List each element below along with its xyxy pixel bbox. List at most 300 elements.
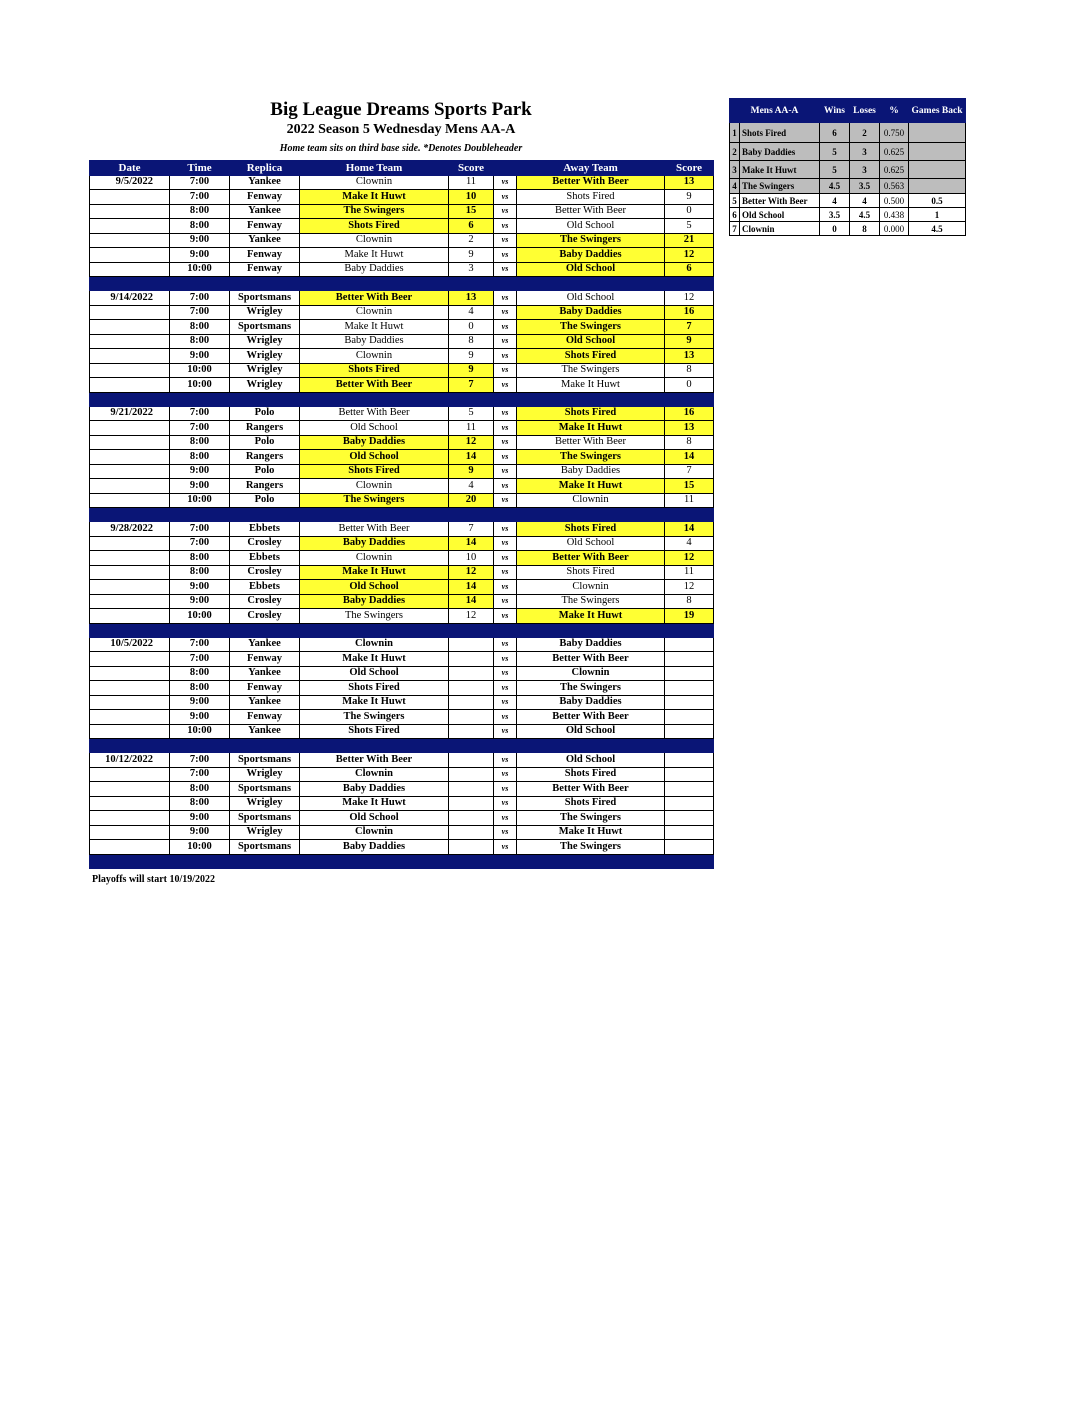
home-team: Baby Daddies [300,262,449,277]
home-team: The Swingers [300,609,449,624]
vs-label: vs [494,305,517,320]
standings-team: Shots Fired [740,123,820,143]
game-date [90,320,170,335]
game-time: 7:00 [170,652,230,667]
game-date [90,652,170,667]
away-score [665,840,714,855]
vs-label: vs [494,349,517,364]
week-separator [90,392,714,406]
away-team: Baby Daddies [517,305,665,320]
vs-label: vs [494,609,517,624]
separator-cell [517,623,665,637]
week-separator [90,277,714,291]
game-replica-field: Yankee [230,695,300,710]
separator-cell [170,508,230,522]
home-score [449,840,494,855]
separator-cell [494,739,517,753]
vs-label: vs [494,811,517,826]
standings-wins: 4 [820,194,850,208]
away-score: 9 [665,334,714,349]
game-row [90,681,714,696]
game-time: 9:00 [170,248,230,263]
away-team: Make It Huwt [517,479,665,494]
game-replica-field: Wrigley [230,378,300,393]
game-date [90,594,170,609]
separator-cell [170,623,230,637]
game-row [90,710,714,725]
away-score [665,753,714,768]
game-time: 9:00 [170,233,230,248]
separator-cell [170,854,230,868]
game-date [90,421,170,436]
game-time: 8:00 [170,782,230,797]
vs-label: vs [494,753,517,768]
away-team: The Swingers [517,594,665,609]
standings-col-games-back: Games Back [909,99,966,123]
separator-cell [517,508,665,522]
standings-row [730,208,966,222]
home-score [449,782,494,797]
game-replica-field: Wrigley [230,796,300,811]
page-subtitle: 2022 Season 5 Wednesday Mens AA-A [286,122,516,137]
game-date [90,334,170,349]
away-team: Shots Fired [517,767,665,782]
away-score: 16 [665,305,714,320]
vs-label: vs [494,204,517,219]
home-score: 7 [449,378,494,393]
away-score: 14 [665,450,714,465]
home-score [449,681,494,696]
home-team: Clownin [300,305,449,320]
standings-pct: 0.500 [880,194,909,208]
separator-cell [90,854,170,868]
vs-label: vs [494,666,517,681]
game-date [90,796,170,811]
separator-cell [449,277,494,291]
standings-rank: 2 [730,143,740,161]
home-score: 9 [449,363,494,378]
standings-pct: 0.750 [880,123,909,143]
week-separator [90,739,714,753]
standings-games-back: 1 [909,208,966,222]
game-time: 9:00 [170,349,230,364]
game-row [90,305,714,320]
home-score: 13 [449,291,494,306]
home-team: Baby Daddies [300,435,449,450]
game-row [90,840,714,855]
game-time: 8:00 [170,565,230,580]
home-score: 20 [449,493,494,508]
game-time: 7:00 [170,536,230,551]
standings-loses: 4 [850,194,880,208]
game-time: 10:00 [170,840,230,855]
separator-cell [300,277,449,291]
game-row [90,637,714,652]
game-date [90,840,170,855]
game-date [90,204,170,219]
game-row [90,652,714,667]
game-date [90,219,170,234]
separator-cell [170,739,230,753]
vs-label: vs [494,334,517,349]
standings-rank: 4 [730,179,740,194]
home-team: Make It Huwt [300,320,449,335]
game-time: 9:00 [170,695,230,710]
game-time: 8:00 [170,796,230,811]
game-time: 8:00 [170,435,230,450]
separator-cell [665,277,714,291]
away-score: 4 [665,536,714,551]
game-replica-field: Yankee [230,175,300,190]
away-team: Shots Fired [517,796,665,811]
standings-wins: 5 [820,143,850,161]
home-score: 9 [449,349,494,364]
separator-cell [449,623,494,637]
game-replica-field: Sportsmans [230,840,300,855]
standings-team: Clownin [740,222,820,236]
separator-cell [300,392,449,406]
home-team: Old School [300,580,449,595]
game-date [90,536,170,551]
game-date [90,363,170,378]
game-date [90,609,170,624]
game-row [90,536,714,551]
game-row [90,594,714,609]
game-replica-field: Wrigley [230,349,300,364]
away-score: 0 [665,204,714,219]
game-time: 8:00 [170,450,230,465]
standings-team: Baby Daddies [740,143,820,161]
vs-label: vs [494,782,517,797]
standings-wins: 6 [820,123,850,143]
standings-col-pct: % [880,99,909,123]
game-time: 10:00 [170,363,230,378]
game-row [90,219,714,234]
col-vs [494,161,517,176]
away-score [665,811,714,826]
game-row [90,479,714,494]
separator-cell [494,623,517,637]
home-team: Baby Daddies [300,840,449,855]
away-team: Old School [517,536,665,551]
game-date [90,811,170,826]
game-row [90,406,714,421]
game-time: 8:00 [170,666,230,681]
game-replica-field: Fenway [230,710,300,725]
game-time: 7:00 [170,637,230,652]
standings-games-back [909,143,966,161]
vs-label: vs [494,320,517,335]
game-replica-field: Wrigley [230,305,300,320]
game-time: 10:00 [170,609,230,624]
game-replica-field: Wrigley [230,334,300,349]
home-team: Make It Huwt [300,652,449,667]
standings-rank: 5 [730,194,740,208]
home-team: The Swingers [300,204,449,219]
game-time: 8:00 [170,334,230,349]
separator-cell [230,854,300,868]
standings-col-loses: Loses [850,99,880,123]
away-team: Better With Beer [517,782,665,797]
away-team: The Swingers [517,450,665,465]
standings-pct: 0.625 [880,143,909,161]
home-score [449,811,494,826]
game-time: 9:00 [170,580,230,595]
away-score: 14 [665,522,714,537]
standings-rank: 3 [730,161,740,179]
game-time: 9:00 [170,710,230,725]
away-score [665,681,714,696]
game-time: 10:00 [170,262,230,277]
week-separator [90,623,714,637]
vs-label: vs [494,190,517,205]
home-score [449,695,494,710]
game-date: 9/28/2022 [90,522,170,537]
separator-cell [517,277,665,291]
separator-cell [517,854,665,868]
game-replica-field: Sportsmans [230,782,300,797]
game-replica-field: Fenway [230,262,300,277]
away-team: Clownin [517,580,665,595]
standings-games-back [909,179,966,194]
game-date [90,378,170,393]
game-replica-field: Fenway [230,681,300,696]
game-time: 10:00 [170,378,230,393]
game-row [90,175,714,190]
separator-cell [230,623,300,637]
game-date: 9/14/2022 [90,291,170,306]
away-team: Clownin [517,493,665,508]
game-time: 7:00 [170,421,230,436]
away-team: Old School [517,219,665,234]
standings-body [730,123,966,236]
home-score [449,710,494,725]
home-team: Old School [300,811,449,826]
game-replica-field: Sportsmans [230,291,300,306]
game-time: 8:00 [170,219,230,234]
game-date [90,248,170,263]
game-row [90,349,714,364]
standings-wins: 5 [820,161,850,179]
separator-cell [170,392,230,406]
home-score [449,637,494,652]
game-date [90,724,170,739]
away-team: Better With Beer [517,175,665,190]
away-team: Make It Huwt [517,609,665,624]
separator-cell [300,508,449,522]
home-team: Shots Fired [300,681,449,696]
separator-cell [90,508,170,522]
away-team: The Swingers [517,233,665,248]
home-team: Shots Fired [300,219,449,234]
standings-wins: 3.5 [820,208,850,222]
game-date [90,435,170,450]
game-time: 10:00 [170,493,230,508]
standings-row [730,143,966,161]
game-row [90,695,714,710]
standings-team: Old School [740,208,820,222]
home-team: Better With Beer [300,406,449,421]
home-team: Clownin [300,349,449,364]
game-row [90,767,714,782]
standings-games-back: 4.5 [909,222,966,236]
home-score: 14 [449,536,494,551]
game-time: 9:00 [170,825,230,840]
separator-cell [300,739,449,753]
separator-cell [230,739,300,753]
game-replica-field: Ebbets [230,551,300,566]
standings-loses: 3 [850,143,880,161]
vs-label: vs [494,536,517,551]
separator-cell [665,623,714,637]
game-replica-field: Crosley [230,565,300,580]
away-score: 13 [665,421,714,436]
game-time: 8:00 [170,681,230,696]
away-team: Better With Beer [517,204,665,219]
game-row [90,435,714,450]
separator-cell [494,392,517,406]
standings-rank: 1 [730,123,740,143]
standings-table [729,98,966,236]
standings-row [730,222,966,236]
away-team: Shots Fired [517,349,665,364]
vs-label: vs [494,681,517,696]
away-team: Old School [517,753,665,768]
standings-pct: 0.625 [880,161,909,179]
away-team: Better With Beer [517,652,665,667]
game-time: 7:00 [170,767,230,782]
home-score: 4 [449,305,494,320]
vs-label: vs [494,248,517,263]
schedule-table [89,160,714,869]
game-row [90,724,714,739]
standings-row [730,179,966,194]
vs-label: vs [494,796,517,811]
game-row [90,363,714,378]
home-score [449,652,494,667]
away-score [665,652,714,667]
standings-loses: 2 [850,123,880,143]
home-team: The Swingers [300,710,449,725]
away-score: 12 [665,551,714,566]
standings-loses: 4.5 [850,208,880,222]
standings-games-back [909,123,966,143]
away-team: Baby Daddies [517,248,665,263]
home-score: 0 [449,320,494,335]
standings-pct: 0.000 [880,222,909,236]
standings-games-back [909,161,966,179]
separator-cell [494,277,517,291]
game-date [90,767,170,782]
away-team: Better With Beer [517,435,665,450]
separator-cell [449,739,494,753]
game-date [90,825,170,840]
home-team: Old School [300,450,449,465]
away-team: Better With Beer [517,551,665,566]
separator-cell [90,392,170,406]
home-team: Clownin [300,767,449,782]
home-team: Shots Fired [300,724,449,739]
game-date [90,450,170,465]
away-team: The Swingers [517,811,665,826]
away-score [665,695,714,710]
game-time: 9:00 [170,464,230,479]
separator-cell [517,392,665,406]
vs-label: vs [494,406,517,421]
away-score: 11 [665,493,714,508]
vs-label: vs [494,767,517,782]
vs-label: vs [494,594,517,609]
away-score: 21 [665,233,714,248]
away-team: Old School [517,724,665,739]
game-time: 9:00 [170,594,230,609]
game-row [90,378,714,393]
game-replica-field: Yankee [230,204,300,219]
home-score: 9 [449,464,494,479]
standings-wins: 0 [820,222,850,236]
game-replica-field: Crosley [230,609,300,624]
separator-cell [665,508,714,522]
vs-label: vs [494,580,517,595]
home-team: Shots Fired [300,464,449,479]
separator-cell [300,623,449,637]
game-replica-field: Ebbets [230,580,300,595]
week-separator [90,508,714,522]
game-time: 9:00 [170,479,230,494]
game-row [90,233,714,248]
away-score: 11 [665,565,714,580]
home-score [449,767,494,782]
game-date: 9/21/2022 [90,406,170,421]
game-row [90,782,714,797]
separator-cell [449,392,494,406]
vs-label: vs [494,262,517,277]
game-replica-field: Polo [230,435,300,450]
away-score [665,637,714,652]
home-team: Make It Huwt [300,190,449,205]
away-score: 12 [665,248,714,263]
game-date [90,262,170,277]
standings-pct: 0.438 [880,208,909,222]
home-team: Old School [300,666,449,681]
game-date [90,782,170,797]
game-row [90,464,714,479]
away-score: 7 [665,320,714,335]
col-away-team: Away Team [517,161,665,176]
vs-label: vs [494,175,517,190]
home-team: Clownin [300,637,449,652]
separator-cell [665,739,714,753]
game-replica-field: Sportsmans [230,753,300,768]
game-date: 10/5/2022 [90,637,170,652]
standings-loses: 3.5 [850,179,880,194]
game-replica-field: Fenway [230,190,300,205]
home-score: 12 [449,565,494,580]
away-score: 12 [665,580,714,595]
away-team: Shots Fired [517,406,665,421]
game-time: 7:00 [170,305,230,320]
game-time: 7:00 [170,522,230,537]
game-replica-field: Polo [230,406,300,421]
game-replica-field: Rangers [230,450,300,465]
game-row [90,262,714,277]
away-team: Better With Beer [517,710,665,725]
game-row [90,753,714,768]
game-row [90,421,714,436]
home-team: Baby Daddies [300,782,449,797]
game-replica-field: Sportsmans [230,811,300,826]
game-row [90,522,714,537]
